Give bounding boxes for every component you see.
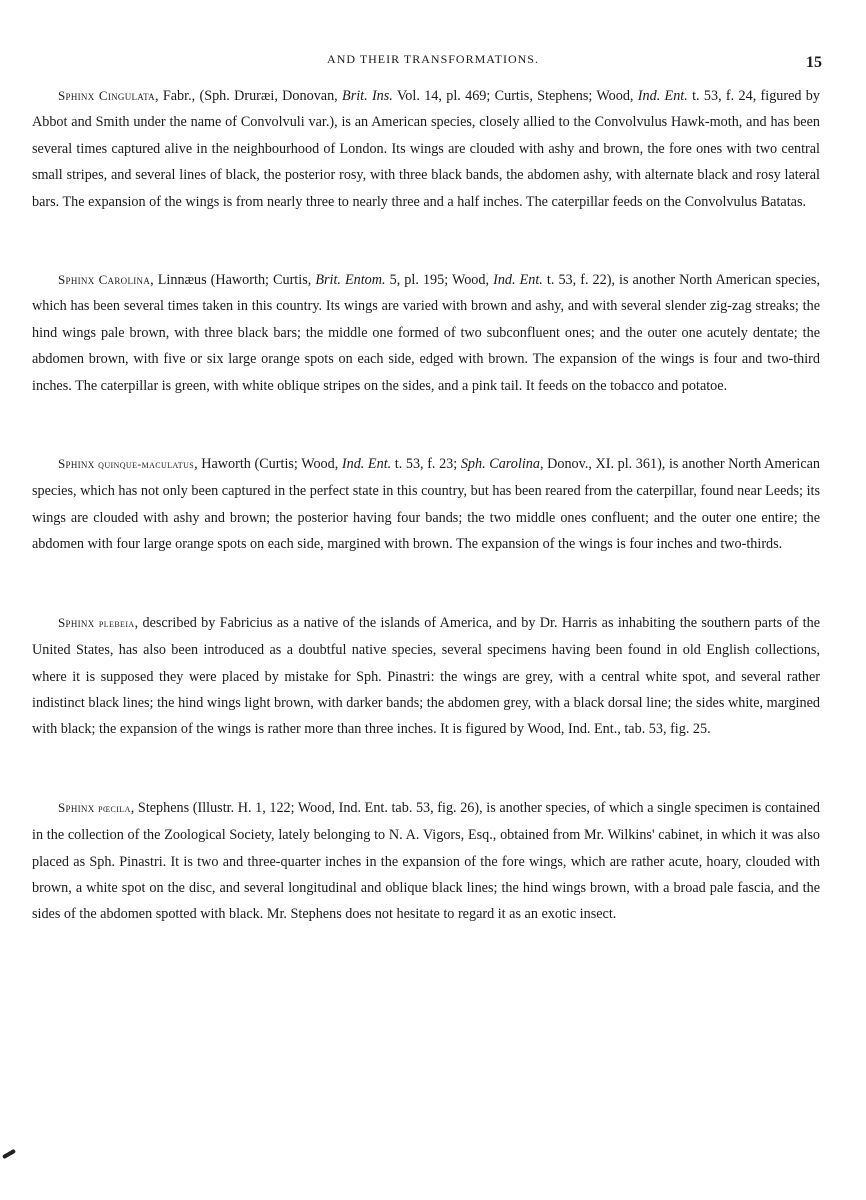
text-segment: , Stephens (Illustr. H. 1, 122; Wood, Ind. Ent. tab. 53, fig. 26), is another species, of which a single specimen is contained in the collection of the Zoological Society, lately belonging to N. A. Vigors, Esq., obtained from Mr. Wilkins' cabinet, in which it was also placed as Sph. Pinastri. It is two and three-quarter inches in the expansion of the fore wings, which are rather acute, hoary, clouded with brown, a white spot on the disc, and several longitudinal and oblique black lines; the hind wings brown, with a broad pale fascia, and the sides of the abdomen spotted with black. Mr. Stephens does not hesitate to regard it as an exotic insect. [32, 799, 821, 923]
paragraph-sphinx-quinque-maculatus [32, 451, 820, 558]
text-segment: t. 53, f. 23; [391, 456, 461, 473]
text-segment: t. 53, f. 22), is another North American species, which has been several times taken in this country. Its wings are varied with brown and ashy, and with several slender zig-zag streaks; the hind wings pale brown, with three black bars; the middle one formed of two subconfluent ones; and the outer one acutely dentate; the abdomen brown, with five or six large orange spots on each side, edged with brown. The expansion of the wings is four and two-third inches. The caterpillar is green, with white oblique stripes on the sides, and a pink tail. It feeds on the tobacco and potatoe. [32, 272, 820, 394]
italic-reference: Brit. Ins. [342, 88, 393, 104]
species-name: Cingulata [98, 88, 155, 103]
genus-name: Sphinx [58, 88, 95, 103]
text-segment: , Fabr., (Sph. Druræi, Donovan, [155, 88, 343, 104]
paragraph-sphinx-cingulata [32, 83, 820, 215]
italic-reference: Ind. Ent. [637, 88, 688, 104]
text-segment: 5, pl. 195; Wood, [385, 272, 494, 289]
species-name: quinque-maculatus [98, 459, 195, 472]
genus-name: Sphinx [58, 456, 95, 472]
paragraph-sphinx-plebeia [32, 610, 820, 743]
genus-name: Sphinx [58, 799, 95, 815]
text-segment: Donov., XI. pl. 361), is another North American species, which has not only been captured in the perfect state in this country, but has been reared from the caterpillar, found near Leeds; its wings are clouded with ashy and brown; the posterior having four bands; the two middle ones confluent; and the outer one entire; the abdomen with four large orange spots on each side, margined with brown. The expansion of the wings is four inches and two-thirds. [32, 456, 821, 553]
text-segment: , described by Fabricius as a native of the islands of America, and by Dr. Harris as inhabiting the southern parts of the United States, has also been introduced as a doubtful native species, several specimens having been found in old English collections, where it is supposed they were placed by mistake for Sph. Pinastri: the wings are grey, with a central white spot, and several rather indistinct black lines; the hind wings light brown, with darker bands; the abdomen grey, with a black dorsal line; the sides white, margined with black; the expansion of the wings is rather more than three inches. It is figured by Wood, Ind. Ent., tab. 53, fig. 25. [32, 614, 821, 738]
text-segment: Vol. 14, pl. 469; Curtis, Stephens; Wood, [392, 88, 638, 104]
paragraph-sphinx-carolina [32, 267, 820, 399]
italic-reference: Brit. Entom. [315, 272, 386, 289]
text-segment: , Haworth (Curtis; Wood, [194, 456, 342, 473]
ink-mark [2, 1149, 16, 1159]
italic-reference: Ind. Ent. [341, 456, 392, 473]
species-name: plebeia [98, 617, 135, 630]
italic-reference: Sph. Carolina, [460, 456, 544, 473]
running-head: AND THEIR TRANSFORMATIONS. [327, 52, 539, 66]
text-segment: t. 53, f. 24, figured by Abbot and Smith under the name of Convolvuli var.), is an American species, closely allied to the Convolvulus Hawk-moth, and has been several times captured alive in the neighbourhood of London. Its wings are clouded with ashy and brown, the fore ones with two central small stripes, and several lines of black, the posterior rosy, with three black bands, the abdomen ashy, with alternate black and rosy lateral bars. The expansion of the wings is from nearly three to nearly three and a half inches. The caterpillar feeds on the Convolvulus Batatas. [32, 88, 820, 210]
paragraph-sphinx-poecila [32, 795, 820, 928]
genus-name: Sphinx [58, 614, 95, 630]
italic-reference: Ind. Ent. [493, 272, 543, 289]
genus-name: Sphinx [58, 272, 95, 288]
species-name: Carolina [98, 272, 151, 288]
page-body [32, 83, 820, 980]
species-name: pœcila [98, 802, 131, 815]
page-number: 15 [806, 54, 822, 71]
text-segment: , Linnæus (Haworth; Curtis, [150, 272, 316, 289]
